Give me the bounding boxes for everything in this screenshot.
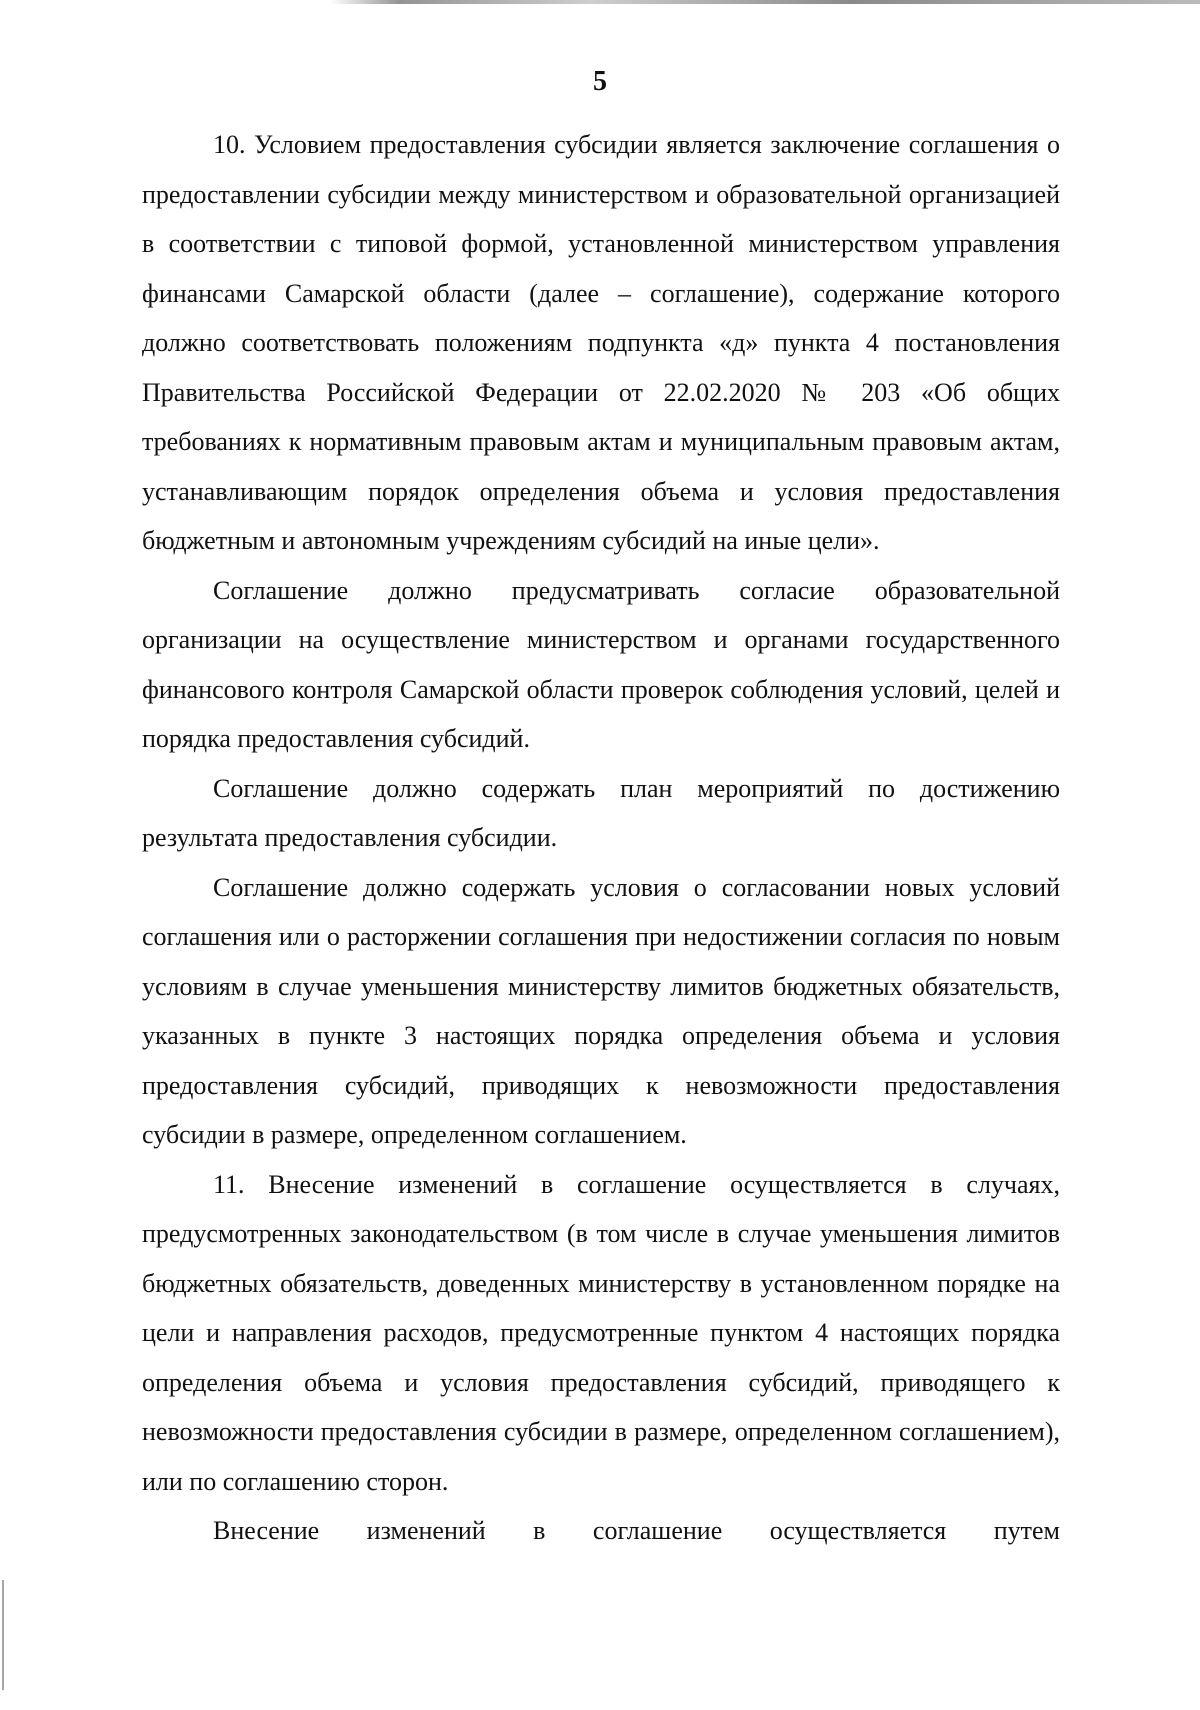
page-number: 5 <box>593 66 607 97</box>
paragraph-changes-continued: Внесение изменений в соглашение осуществляется путем <box>213 1516 1060 1545</box>
paragraph-agreement-consent: Соглашение должно предусматривать согласие образовательной организации на осуществление министерством и органами государственного финансового контроля Самарской области проверок соблюдения условий, целей и порядка предоставления субсидий. <box>142 575 1060 753</box>
document-body <box>142 120 1060 1556</box>
paragraph-11: 11. Внесение изменений в соглашение осуществляется в случаях, предусмотренных законодательством (в том числе в случае уменьшения лимитов бюджетных обязательств, доведенных министерству в установленном порядке на цели и направления расходов, предусмотренные пунктом 4 настоящих порядка определения объема и условия предоставления субсидий, приводящего к невозможности предоставления субсидии в размере, определенном соглашением), или по соглашению сторон. <box>142 1169 1060 1496</box>
scan-edge-top <box>330 0 1200 4</box>
paragraph-agreement-conditions: Соглашение должно содержать условия о согласовании новых условий соглашения или о расторжении соглашения при недостижении согласия по новым условиям в случае уменьшения министерству лимитов бюджетных обязательств, указанных в пункте 3 настоящих порядка определения объема и условия предоставления субсидий, приводящих к невозможности предоставления субсидии в размере, определенном соглашением. <box>142 872 1060 1149</box>
paragraph-agreement-plan: Соглашение должно содержать план мероприятий по достижению результата предоставления субсидии. <box>142 773 1060 852</box>
paragraph-10: 10. Условием предоставления субсидии является заключение соглашения о предоставлении субсидии между министерством и образовательной организацией в соответствии с типовой формой, установленной министерством управления финансами Самарской области (далее – соглашение), содержание которого должно соответствовать положениям подпункта «д» пункта 4 постановления Правительства Российской Федерации от 22.02.2020 № 203 «Об общих требованиях к нормативным правовым актам и муниципальным правовым актам, устанавливающим порядок определения объема и условия предоставления бюджетным и автономным учреждениям субсидий на иные цели». <box>142 130 1060 555</box>
scan-edge-left <box>2 1580 4 1690</box>
